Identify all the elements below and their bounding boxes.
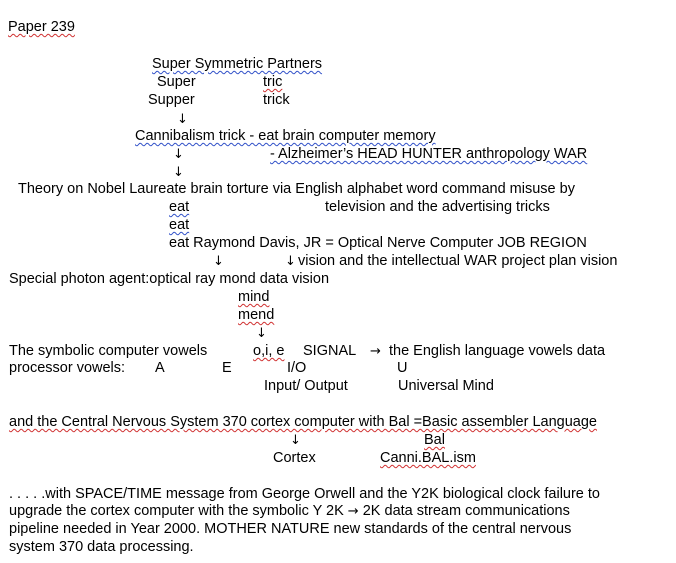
down-arrow-icon: ↓: [256, 326, 267, 341]
word-universal-mind: Universal Mind: [398, 378, 494, 394]
paragraph-line-4: system 370 data processing.: [9, 539, 194, 555]
down-arrow-icon: ↓: [285, 254, 296, 269]
right-arrow-icon: →: [370, 344, 381, 359]
line-vision: vision and the intellectual WAR project plan vision: [298, 253, 618, 269]
paragraph-line-2: upgrade the cortex computer with the symbolic Y 2K → 2K data stream communications: [9, 503, 570, 519]
line-central-nervous: and the Central Nervous System 370 cortex computer with Bal =Basic assembler Language: [9, 414, 597, 430]
word-processor-vowels: processor vowels:: [9, 360, 126, 376]
down-arrow-icon: ↓: [213, 254, 224, 269]
line-cannibalism: Cannibalism trick - eat brain computer memory: [135, 128, 436, 144]
word-mind: mind: [238, 289, 270, 305]
word-bal: Bal: [424, 432, 445, 448]
line-theory: Theory on Nobel Laureate brain torture via English alphabet word command misuse by: [18, 181, 575, 197]
line-television: television and the advertising tricks: [325, 199, 550, 215]
word-super: Super: [157, 74, 196, 90]
word-supper: Supper: [148, 92, 195, 108]
word-canni-bal-ism: Canni.BAL.ism: [380, 450, 476, 466]
line-raymond-davis: eat Raymond Davis, JR = Optical Nerve Computer JOB REGION: [169, 235, 587, 251]
word-cortex: Cortex: [273, 450, 316, 466]
down-arrow-icon: ↓: [173, 165, 184, 180]
word-eat: eat: [169, 199, 190, 215]
word-input-output: Input/ Output: [264, 378, 348, 394]
line-english-vowels: the English language vowels data: [389, 343, 606, 359]
line-super-symmetric: Super Symmetric Partners: [152, 56, 323, 72]
word-signal: SIGNAL: [303, 343, 357, 359]
vowel-a: A: [155, 360, 165, 376]
word-tric: tric: [263, 74, 283, 90]
paragraph-line-3: pipeline needed in Year 2000. MOTHER NATURE new standards of the central nervous: [9, 521, 572, 537]
word-mend: mend: [238, 307, 275, 323]
word-oie: o,i, e: [253, 343, 285, 359]
line-special-photon: Special photon agent:optical ray mond data vision: [9, 271, 330, 287]
paragraph-line-1: . . . . .with SPACE/TIME message from George Orwell and the Y2K biological clock failure to: [9, 486, 600, 502]
down-arrow-icon: ↓: [290, 433, 301, 448]
paper-title: Paper 239: [8, 19, 75, 35]
down-arrow-icon: ↓: [177, 112, 188, 127]
line-symbolic-vowels: The symbolic computer vowels: [9, 343, 208, 359]
right-arrow-icon: →: [347, 504, 359, 519]
vowel-e: E: [222, 360, 232, 376]
vowel-u: U: [397, 360, 408, 376]
word-trick: trick: [263, 92, 290, 108]
word-io: I/O: [287, 360, 307, 376]
down-arrow-icon: ↓: [173, 147, 184, 162]
word-eat: eat: [169, 217, 190, 233]
line-alzheimers: - Alzheimer’s HEAD HUNTER anthropology WAR: [270, 146, 588, 162]
